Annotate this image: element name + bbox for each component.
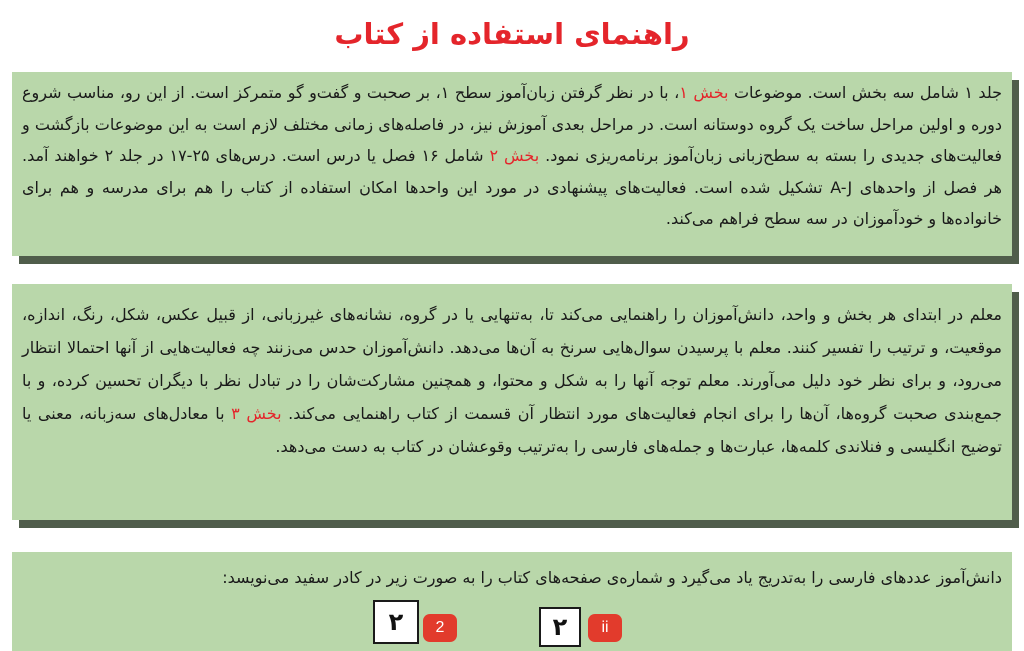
- intro-text-2: ، با در نظر گرفتن زبان‌آموز سطح ۱، بر صحبت و گفت‌و گو متمرکز است. از این رو، مناسب شروع دوره و اولین مراحل ساخت یک گروه دوستانه است. در مراحل بعدی آموزش نیز، در فاصله‌های زمانی مختلف لازم است به این موضوعات بازگشت و فعالیت‌های جدیدی را بسته به سطح‌زبانی زبان‌آموز برنامه‌ریزی نمود.: [22, 83, 1003, 165]
- section3-highlight: بخش ۳: [231, 404, 282, 423]
- arabic-page-badge: 2: [423, 614, 457, 642]
- section2-highlight: بخش ۲: [489, 146, 540, 165]
- intro-box: [12, 72, 1012, 256]
- intro-paragraph: [22, 77, 1002, 235]
- roman-page-badge: ii: [588, 614, 622, 642]
- page-title: راهنمای استفاده از کتاب: [334, 17, 690, 51]
- persian-page-number-box: ۲: [373, 600, 419, 644]
- persian-page-number-box: ۲: [539, 607, 581, 647]
- section1-highlight: بخش ۱: [679, 83, 729, 102]
- teacher-guide-paragraph: [22, 298, 1002, 463]
- teacher-text-1: معلم در ابتدای هر بخش و واحد، دانش‌آموزان را راهنمایی می‌کند تا، به‌تنهایی یا در گروه، نشانه‌های غیرزبانی، از قبیل عکس، شکل، رنگ، اندازه، موقعیت، و ترتیب را تفسیر کنند. معلم با پرسیدن سوال‌هایی سرنخ به آن‌ها می‌دهد. دانش‌آموزان حدس می‌زنند چه فعالیت‌هایی از آنها احتمالا انتظار می‌رود، و برای نظر خود دلیل می‌آورند. معلم توجه آنها را به شکل و محتوا، و همچنین مشارکت‌شان را در تبادل نظر با دیگران تحسین کرده، و با جمع‌بندی صحبت گروه‌ها، آن‌ها را برای انجام فعالیت‌های مورد انتظار آن قسمت از کتاب راهنمایی می‌کند.: [22, 305, 1003, 423]
- teacher-text-2: با معادل‌های سه‌زبانه، معنی یا توضیح انگلیسی و فنلاندی کلمه‌ها، عبارت‌ها و جمله‌های فارسی را به‌ترتیب وقوعشان در کتاب به دست می‌دهد.: [22, 404, 1002, 456]
- intro-text-1: جلد ۱ شامل سه بخش است. موضوعات: [728, 83, 1003, 102]
- page-number-instructions: دانش‌آموز عددهای فارسی را به‌تدریج یاد می‌گیرد و شماره‌ی صفحه‌های کتاب را به صورت زیر در کادر سفید می‌نویسد:: [222, 568, 1002, 587]
- teacher-guide-box: [12, 284, 1012, 520]
- intro-text-3: شامل ۱۶ فصل یا درس است. درس‌های ۲۵-۱۷ در جلد ۲ خواهند آمد. هر فصل از واحدهای A-J تشکیل شده است. فعالیت‌های پیشنهادی در مورد این واحدها امکان استفاده از کتاب را هم برای مدرسه و هم برای خانواده‌ها و خودآموزان در سه سطح فراهم می‌کند.: [22, 146, 1002, 228]
- page-number-box: [12, 552, 1012, 651]
